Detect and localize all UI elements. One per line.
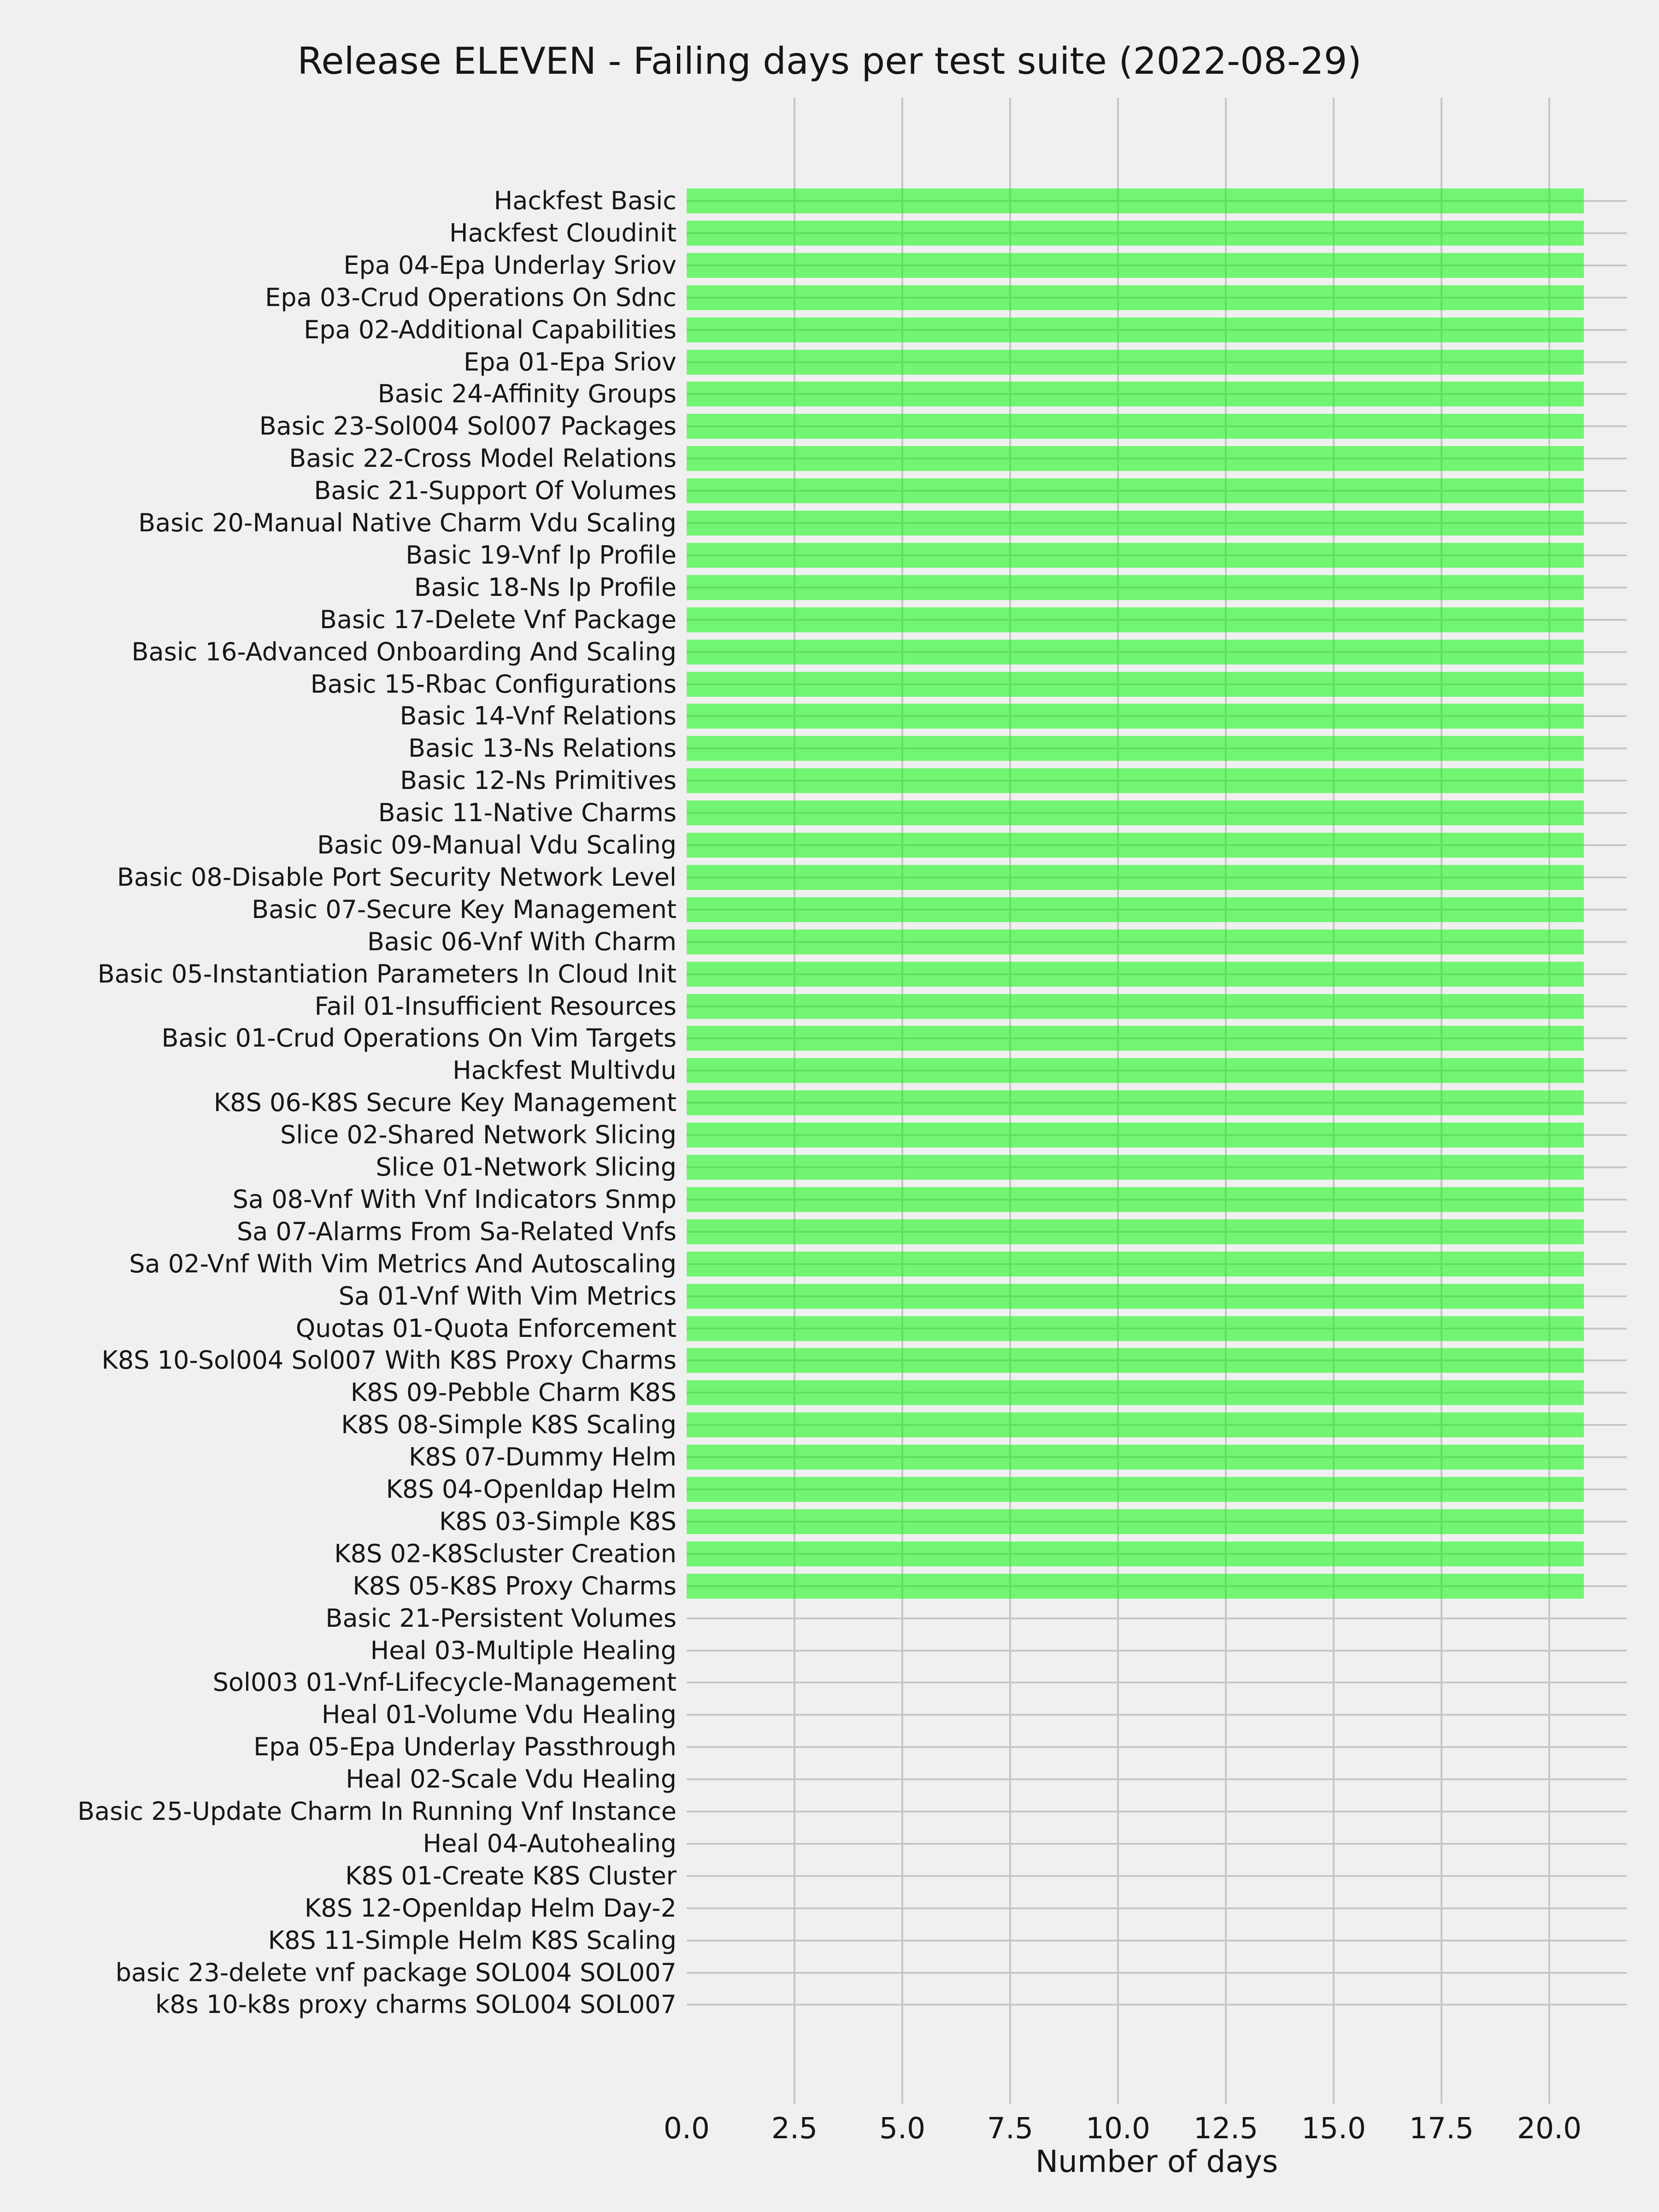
horizontal-gridline [687, 1746, 1627, 1748]
bar [687, 994, 1584, 1019]
bar [687, 285, 1584, 310]
bar [687, 318, 1584, 342]
x-axis-label: Number of days [1035, 2144, 1278, 2179]
bar [687, 446, 1584, 471]
y-tick-label: Basic 21-Persistent Volumes [325, 1603, 677, 1633]
y-tick-label: Basic 09-Manual Vdu Scaling [317, 830, 677, 859]
x-tick-label: 0.0 [663, 2112, 710, 2145]
bar [687, 511, 1584, 535]
y-tick-label: K8S 07-Dummy Helm [409, 1442, 677, 1472]
bar [687, 1574, 1584, 1599]
horizontal-gridline [687, 1875, 1627, 1877]
bar [687, 672, 1584, 697]
bar [687, 607, 1584, 632]
y-tick-label: K8S 05-K8S Proxy Charms [353, 1571, 677, 1600]
y-tick-label: Basic 20-Manual Native Charm Vdu Scaling [138, 508, 677, 537]
y-tick-label: Basic 22-Cross Model Relations [289, 444, 677, 473]
y-tick-label: Fail 01-Insufficient Resources [314, 991, 677, 1021]
x-tick-label: 2.5 [771, 2112, 818, 2145]
bar [687, 1316, 1584, 1341]
bar [687, 253, 1584, 278]
y-tick-label: Hackfest Basic [494, 186, 677, 215]
y-tick-label: Basic 12-Ns Primitives [400, 766, 677, 795]
y-tick-label: Basic 18-Ns Ip Profile [414, 572, 677, 602]
horizontal-gridline [687, 1778, 1627, 1780]
y-tick-label: Basic 11-Native Charms [378, 798, 677, 828]
y-tick-label: Epa 05-Epa Underlay Passthrough [253, 1732, 677, 1762]
y-tick-label: K8S 01-Create K8S Cluster [345, 1861, 677, 1890]
y-tick-label: K8S 04-Openldap Helm [386, 1475, 677, 1504]
bar [687, 640, 1584, 665]
bar [687, 1445, 1584, 1470]
horizontal-gridline [687, 1811, 1627, 1812]
bar [687, 1509, 1584, 1534]
x-tick-label: 12.5 [1193, 2112, 1259, 2145]
bar [687, 350, 1584, 375]
y-tick-label: Heal 01-Volume Vdu Healing [321, 1700, 677, 1730]
bar [687, 1412, 1584, 1437]
bar [687, 1284, 1584, 1309]
horizontal-gridline [687, 1682, 1627, 1683]
y-tick-label: Basic 13-Ns Relations [408, 734, 677, 763]
x-tick-label: 7.5 [987, 2112, 1034, 2145]
bar [687, 1123, 1584, 1147]
horizontal-gridline [687, 1843, 1627, 1845]
y-tick-label: Sa 08-Vnf With Vnf Indicators Snmp [232, 1184, 677, 1214]
y-tick-label: Epa 02-Additional Capabilities [304, 315, 677, 344]
bar [687, 833, 1584, 858]
y-tick-label: Basic 23-Sol004 Sol007 Packages [259, 412, 677, 441]
y-tick-label: K8S 02-K8Scluster Creation [334, 1539, 677, 1568]
bar [687, 1348, 1584, 1373]
horizontal-gridline [687, 2004, 1627, 2006]
bar [687, 1155, 1584, 1180]
bar [687, 543, 1584, 568]
bar [687, 704, 1584, 729]
y-tick-label: K8S 03-Simple K8S [439, 1506, 677, 1536]
bar [687, 1090, 1584, 1115]
y-tick-label: Basic 17-Delete Vnf Package [319, 605, 677, 634]
y-tick-label: k8s 10-k8s proxy charms SOL004 SOL007 [155, 1990, 677, 2019]
bar [687, 865, 1584, 890]
y-tick-label: Basic 16-Advanced Onboarding And Scaling [131, 637, 677, 666]
bar [687, 575, 1584, 600]
horizontal-gridline [687, 1650, 1627, 1652]
y-tick-label: Basic 21-Support Of Volumes [314, 476, 677, 506]
x-tick-label: 5.0 [879, 2112, 926, 2145]
y-tick-label: Basic 06-Vnf With Charm [367, 927, 677, 956]
y-tick-label: Quotas 01-Quota Enforcement [295, 1313, 677, 1343]
y-tick-label: basic 23-delete vnf package SOL004 SOL007 [115, 1958, 677, 1987]
y-tick-label: Basic 25-Update Charm In Running Vnf Instance [77, 1797, 677, 1826]
horizontal-gridline [687, 1618, 1627, 1619]
y-tick-label: K8S 08-Simple K8S Scaling [341, 1410, 677, 1440]
bar [687, 1252, 1584, 1277]
bar [687, 1541, 1584, 1566]
bar [687, 736, 1584, 761]
bar [687, 188, 1584, 213]
bar [687, 221, 1584, 246]
bar [687, 1380, 1584, 1405]
y-tick-label: Basic 01-Crud Operations On Vim Targets [161, 1024, 677, 1053]
y-tick-label: K8S 09-Pebble Charm K8S [350, 1378, 677, 1407]
y-tick-label: Basic 24-Affinity Groups [377, 379, 677, 409]
x-tick-label: 20.0 [1517, 2112, 1582, 2145]
y-tick-label: Heal 03-Multiple Healing [370, 1635, 677, 1665]
horizontal-gridline [687, 1940, 1627, 1941]
bar [687, 962, 1584, 987]
y-tick-label: Heal 02-Scale Vdu Healing [346, 1765, 677, 1794]
bar [687, 1058, 1584, 1083]
y-tick-label: K8S 10-Sol004 Sol007 With K8S Proxy Charms [101, 1346, 677, 1375]
y-tick-label: Sol003 01-Vnf-Lifecycle-Management [212, 1668, 677, 1697]
y-tick-label: Basic 14-Vnf Relations [400, 701, 677, 731]
y-tick-label: Epa 01-Epa Sriov [464, 347, 677, 377]
bar [687, 768, 1584, 793]
y-tick-label: Sa 02-Vnf With Vim Metrics And Autoscaling [129, 1249, 677, 1278]
bar [687, 930, 1584, 954]
horizontal-gridline [687, 1907, 1627, 1909]
horizontal-gridline [687, 1714, 1627, 1716]
y-tick-label: Hackfest Cloudinit [449, 218, 677, 247]
y-tick-label: Basic 08-Disable Port Security Network Level [117, 862, 677, 892]
y-tick-label: Epa 04-Epa Underlay Sriov [343, 250, 677, 280]
y-tick-label: K8S 06-K8S Secure Key Management [213, 1088, 677, 1118]
chart-title: Release ELEVEN - Failing days per test suite (2022-08-29) [297, 40, 1362, 82]
plot-area [687, 98, 1627, 2104]
y-tick-label: Sa 07-Alarms From Sa-Related Vnfs [236, 1217, 677, 1246]
y-tick-label: K8S 12-Openldap Helm Day-2 [304, 1893, 677, 1923]
y-tick-label: Basic 05-Instantiation Parameters In Cloud Init [97, 959, 677, 988]
x-tick-label: 10.0 [1085, 2112, 1151, 2145]
y-tick-label: Slice 01-Network Slicing [376, 1153, 677, 1182]
y-tick-label: Basic 19-Vnf Ip Profile [406, 540, 677, 570]
x-tick-label: 17.5 [1409, 2112, 1474, 2145]
bar [687, 800, 1584, 825]
y-tick-label: K8S 11-Simple Helm K8S Scaling [268, 1925, 677, 1955]
y-tick-label: Epa 03-Crud Operations On Sdnc [265, 282, 677, 312]
bar [687, 897, 1584, 922]
y-tick-label: Heal 04-Autohealing [423, 1829, 677, 1858]
bar [687, 414, 1584, 439]
y-tick-label: Basic 15-Rbac Configurations [310, 669, 677, 699]
bar [687, 382, 1584, 406]
bar [687, 478, 1584, 503]
bar [687, 1187, 1584, 1212]
bar [687, 1219, 1584, 1244]
y-tick-label: Basic 07-Secure Key Management [252, 894, 677, 924]
horizontal-gridline [687, 1972, 1627, 1974]
y-tick-label: Slice 02-Shared Network Slicing [280, 1120, 677, 1150]
bar [687, 1026, 1584, 1051]
y-tick-label: Hackfest Multivdu [453, 1056, 677, 1085]
bar [687, 1477, 1584, 1502]
y-tick-label: Sa 01-Vnf With Vim Metrics [338, 1281, 677, 1311]
x-tick-label: 15.0 [1301, 2112, 1366, 2145]
